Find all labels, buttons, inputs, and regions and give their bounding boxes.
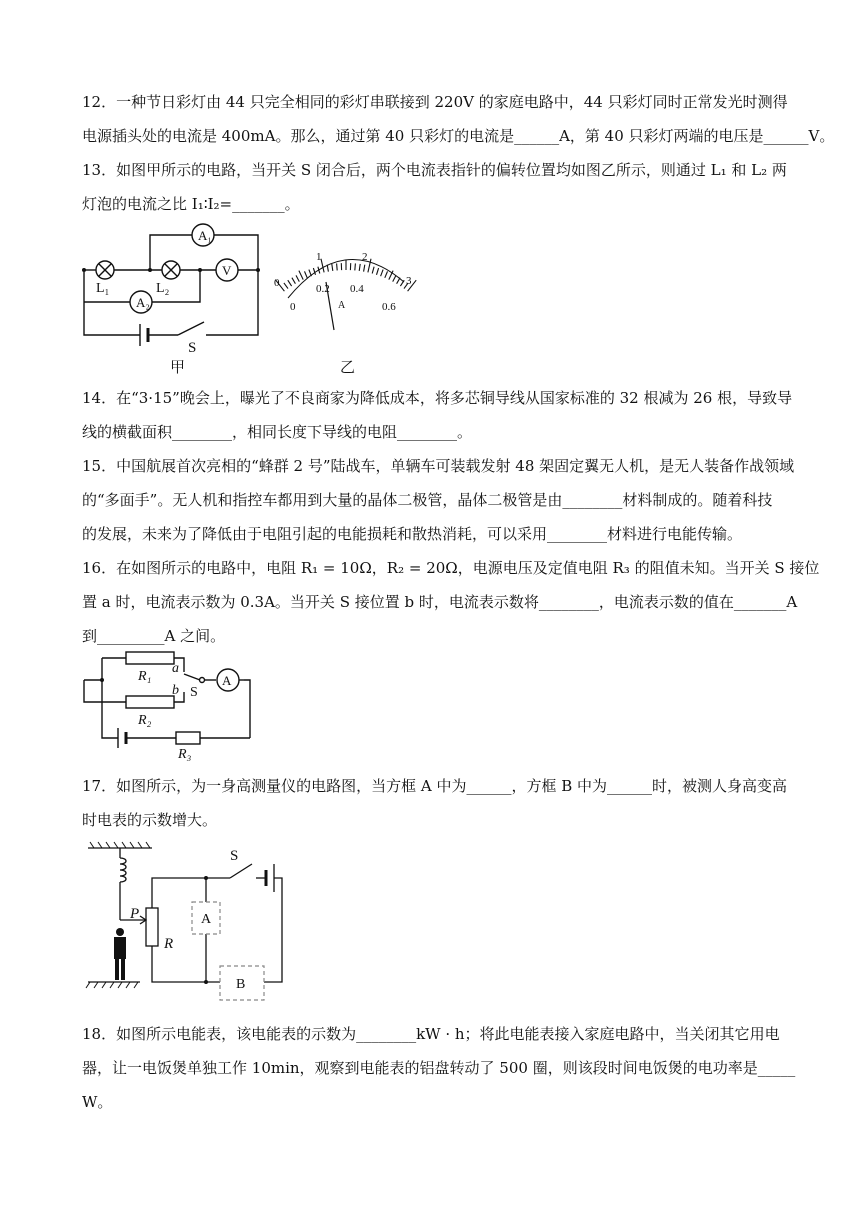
meter-tick [372,267,374,274]
meter-bottom-tick-2: 0.4 [350,283,364,295]
q17-line-1: 17．如图所示，为一身高测量仪的电路图，当方框 A 中为______，方框 B 中为______时，被测人身高变高 [82,777,788,795]
q16-line-1: 16．在如图所示的电路中，电阻 R₁ = 10Ω，R₂ = 20Ω，电源电压及定值电阻 R₃ 的阻值未知。当开关 S 接位 [82,559,820,577]
slider-p-label: P [130,906,140,922]
q17-line-2: 时电表的示数增大。 [82,811,218,829]
meter-tick [393,275,396,281]
q15-line-3: 的发展，未来为了降低由于电阻引起的电能损耗和散热消耗，可以采用________材料进行电能传输。 [82,525,743,543]
meter-tick [284,283,288,289]
q13-line-1: 13．如图甲所示的电路，当开关 S 闭合后，两个电流表指针的偏转位置均如图乙所示，则通过 L₁ 和 L₂ 两 [82,161,787,179]
meter-tick [299,271,303,280]
box-a-label: A [201,912,212,927]
meter-tick [327,265,328,272]
q16-line-3: 到_________A 之间。 [82,627,226,645]
a2-label: A₂ [136,295,150,310]
meter-tick [359,264,360,271]
switch-a-label: a [172,661,179,676]
meter-tick [377,268,379,275]
q12-line-2: 电源插头处的电流是 400mA。那么，通过第 40 只彩灯的电流是______A，第 40 只彩灯两端的电压是______V。 [82,127,835,145]
q15-line-1: 15．中国航展首次亮相的“蜂群 2 号”陆战车，单辆车可装载发射 48 架固定翼无人机，是无人装备作战领域 [82,457,795,475]
q12-line-1: 12．一种节日彩灯由 44 只完全相同的彩灯串联接到 220V 的家庭电路中，44 只彩灯同时正常发光时测得 [82,93,788,111]
q14-line-1: 14．在“3·15”晚会上，曝光了不良商家为降低成本，将多芯铜导线从国家标准的 32 根减为 26 根，导致导 [82,389,793,407]
q18-line-2: 器，让一电饭煲单独工作 10min，观察到电能表的铝盘转动了 500 圈，则该段时间电饭煲的电功率是_____ [82,1059,796,1077]
meter-bottom-tick-0: 0 [290,301,296,313]
meter-tick [364,265,365,272]
meter-tick [309,270,312,277]
meter-tick [288,280,292,286]
q16-line-2: 置 a 时，电流表示数为 0.3A。当开关 S 接位置 b 时，电流表示数将________，电流表示数的值在_______A [82,593,798,611]
meter-tick [385,271,388,277]
l2-label: L₂ [156,281,170,296]
q13-figure [70,220,430,380]
v-label: V [222,263,232,278]
ammeter-dial [276,259,416,330]
q13-line-2: 灯泡的电流之比 I₁∶I₂=_______。 [82,195,300,213]
q18-line-1: 18．如图所示电能表，该电能表的示数为________kW · h；将此电能表接入家庭电路中，当关闭其它用电 [82,1025,780,1043]
q17-figure [80,840,300,1010]
r2-label: R₂ [138,713,152,728]
meter-tick [355,263,356,270]
q15-line-2: 的“多面手”。无人机和指控车都用到大量的晶体二极管，晶体二极管是由________材料制成的。随着科技 [82,491,773,509]
resistor-r-label: R [164,936,174,952]
r3-label: R₃ [178,747,192,762]
q18-line-3: W。 [82,1093,113,1111]
meter-tick [397,278,401,284]
q14-line-2: 线的横截面积________，相同长度下导线的电阻________。 [82,423,473,441]
q16-figure [80,650,270,770]
meter-top-tick-2: 2 [362,251,368,263]
meter-bottom-tick-3: 0.6 [382,301,396,313]
meter-tick [296,275,299,281]
switch-b-label: b [172,683,179,698]
meter-bottom-tick-1: 0.2 [316,283,330,295]
switch-s-label: S [230,848,239,864]
meter-tick [332,264,333,271]
meter-top-tick-3: 3 [406,275,412,287]
meter-top-tick-1: 1 [316,251,322,263]
caption-jia: 甲 [170,360,186,376]
meter-tick [305,271,308,277]
a1-label: A₁ [198,228,212,243]
meter-tick [368,259,371,273]
l1-label: L₁ [96,281,110,296]
switch-s-label: S [188,340,197,356]
meter-top-tick-0: 0 [274,277,280,289]
meter-tick [381,270,384,277]
r1-label: R₁ [138,669,152,684]
meter-tick [337,263,338,270]
switch-s-label: S [190,685,198,700]
meter-tick [292,278,296,284]
box-b-label: B [236,977,246,992]
caption-yi: 乙 [340,360,356,376]
meter-unit: A [338,300,346,311]
ammeter-label: A [222,673,232,688]
